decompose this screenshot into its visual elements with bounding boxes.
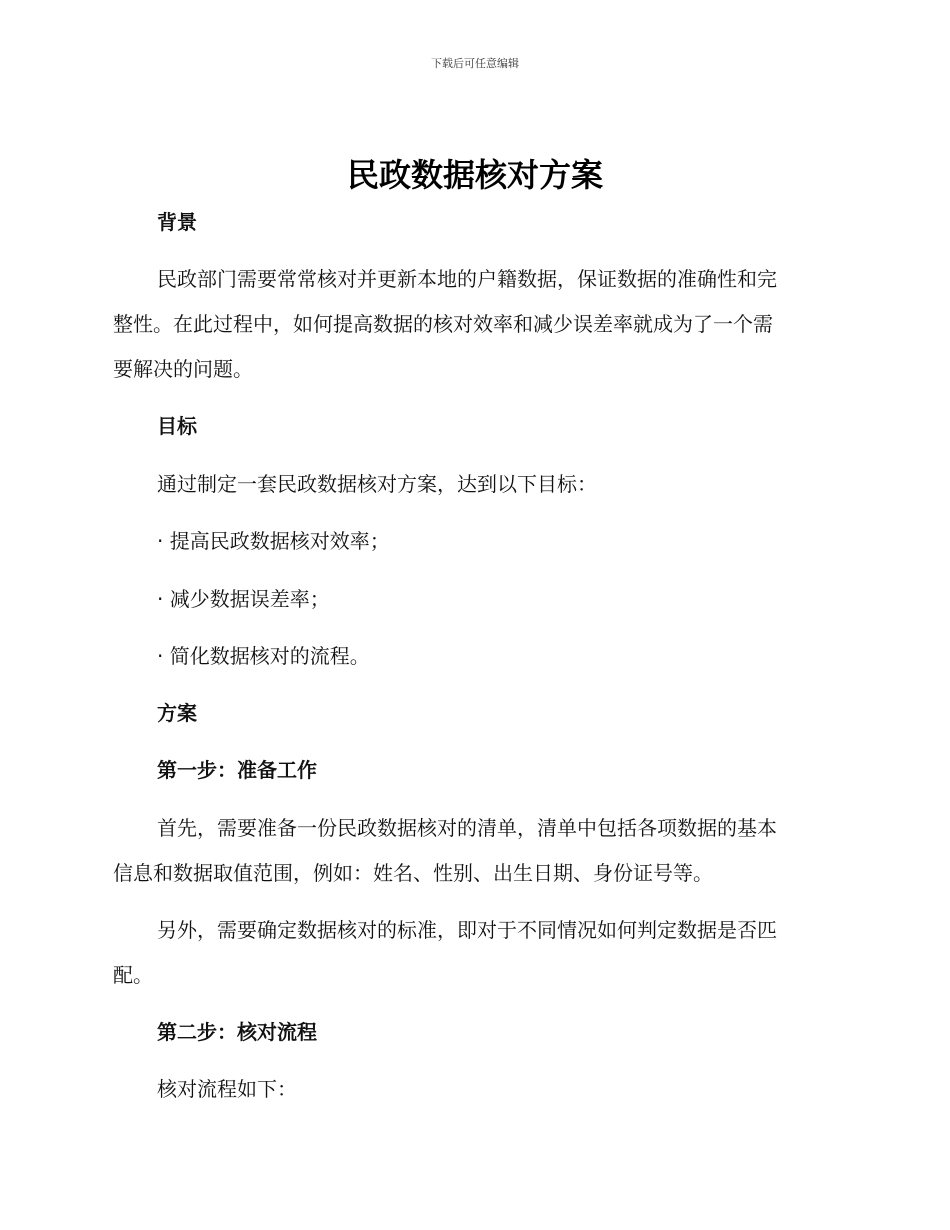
step-1-heading: 第一步：准备工作: [157, 758, 317, 782]
step-2-intro: 核对流程如下：: [157, 1077, 297, 1101]
background-paragraph-line-1: 民政部门需要常常核对并更新本地的户籍数据，保证数据的准确性和完: [157, 267, 777, 291]
goal-intro: 通过制定一套民政数据核对方案，达到以下目标：: [157, 472, 597, 496]
section-heading-background: 背景: [157, 210, 197, 234]
goal-list-item: · 简化数据核对的流程。: [157, 644, 370, 668]
step-1-paragraph-1-line-1: 首先，需要准备一份民政数据核对的清单，清单中包括各项数据的基本: [157, 816, 777, 840]
step-1-paragraph-2-line-2: 配。: [113, 963, 153, 987]
header-note: 下载后可任意编辑: [431, 57, 519, 70]
step-1-paragraph-1-line-2: 信息和数据取值范围，例如：姓名、性别、出生日期、身份证号等。: [113, 861, 713, 885]
background-paragraph-line-2: 整性。在此过程中，如何提高数据的核对效率和减少误差率就成为了一个需: [113, 312, 773, 336]
step-2-heading: 第二步：核对流程: [157, 1020, 317, 1044]
page-title: 民政数据核对方案: [346, 156, 603, 194]
section-heading-plan: 方案: [157, 701, 197, 725]
section-heading-goal: 目标: [157, 414, 197, 438]
goal-list-item: · 提高民政数据核对效率；: [157, 529, 390, 553]
goal-list-item: · 减少数据误差率；: [157, 587, 330, 611]
background-paragraph-line-3: 要解决的问题。: [113, 357, 253, 381]
step-1-paragraph-2-line-1: 另外，需要确定数据核对的标准，即对于不同情况如何判定数据是否匹: [157, 918, 777, 942]
